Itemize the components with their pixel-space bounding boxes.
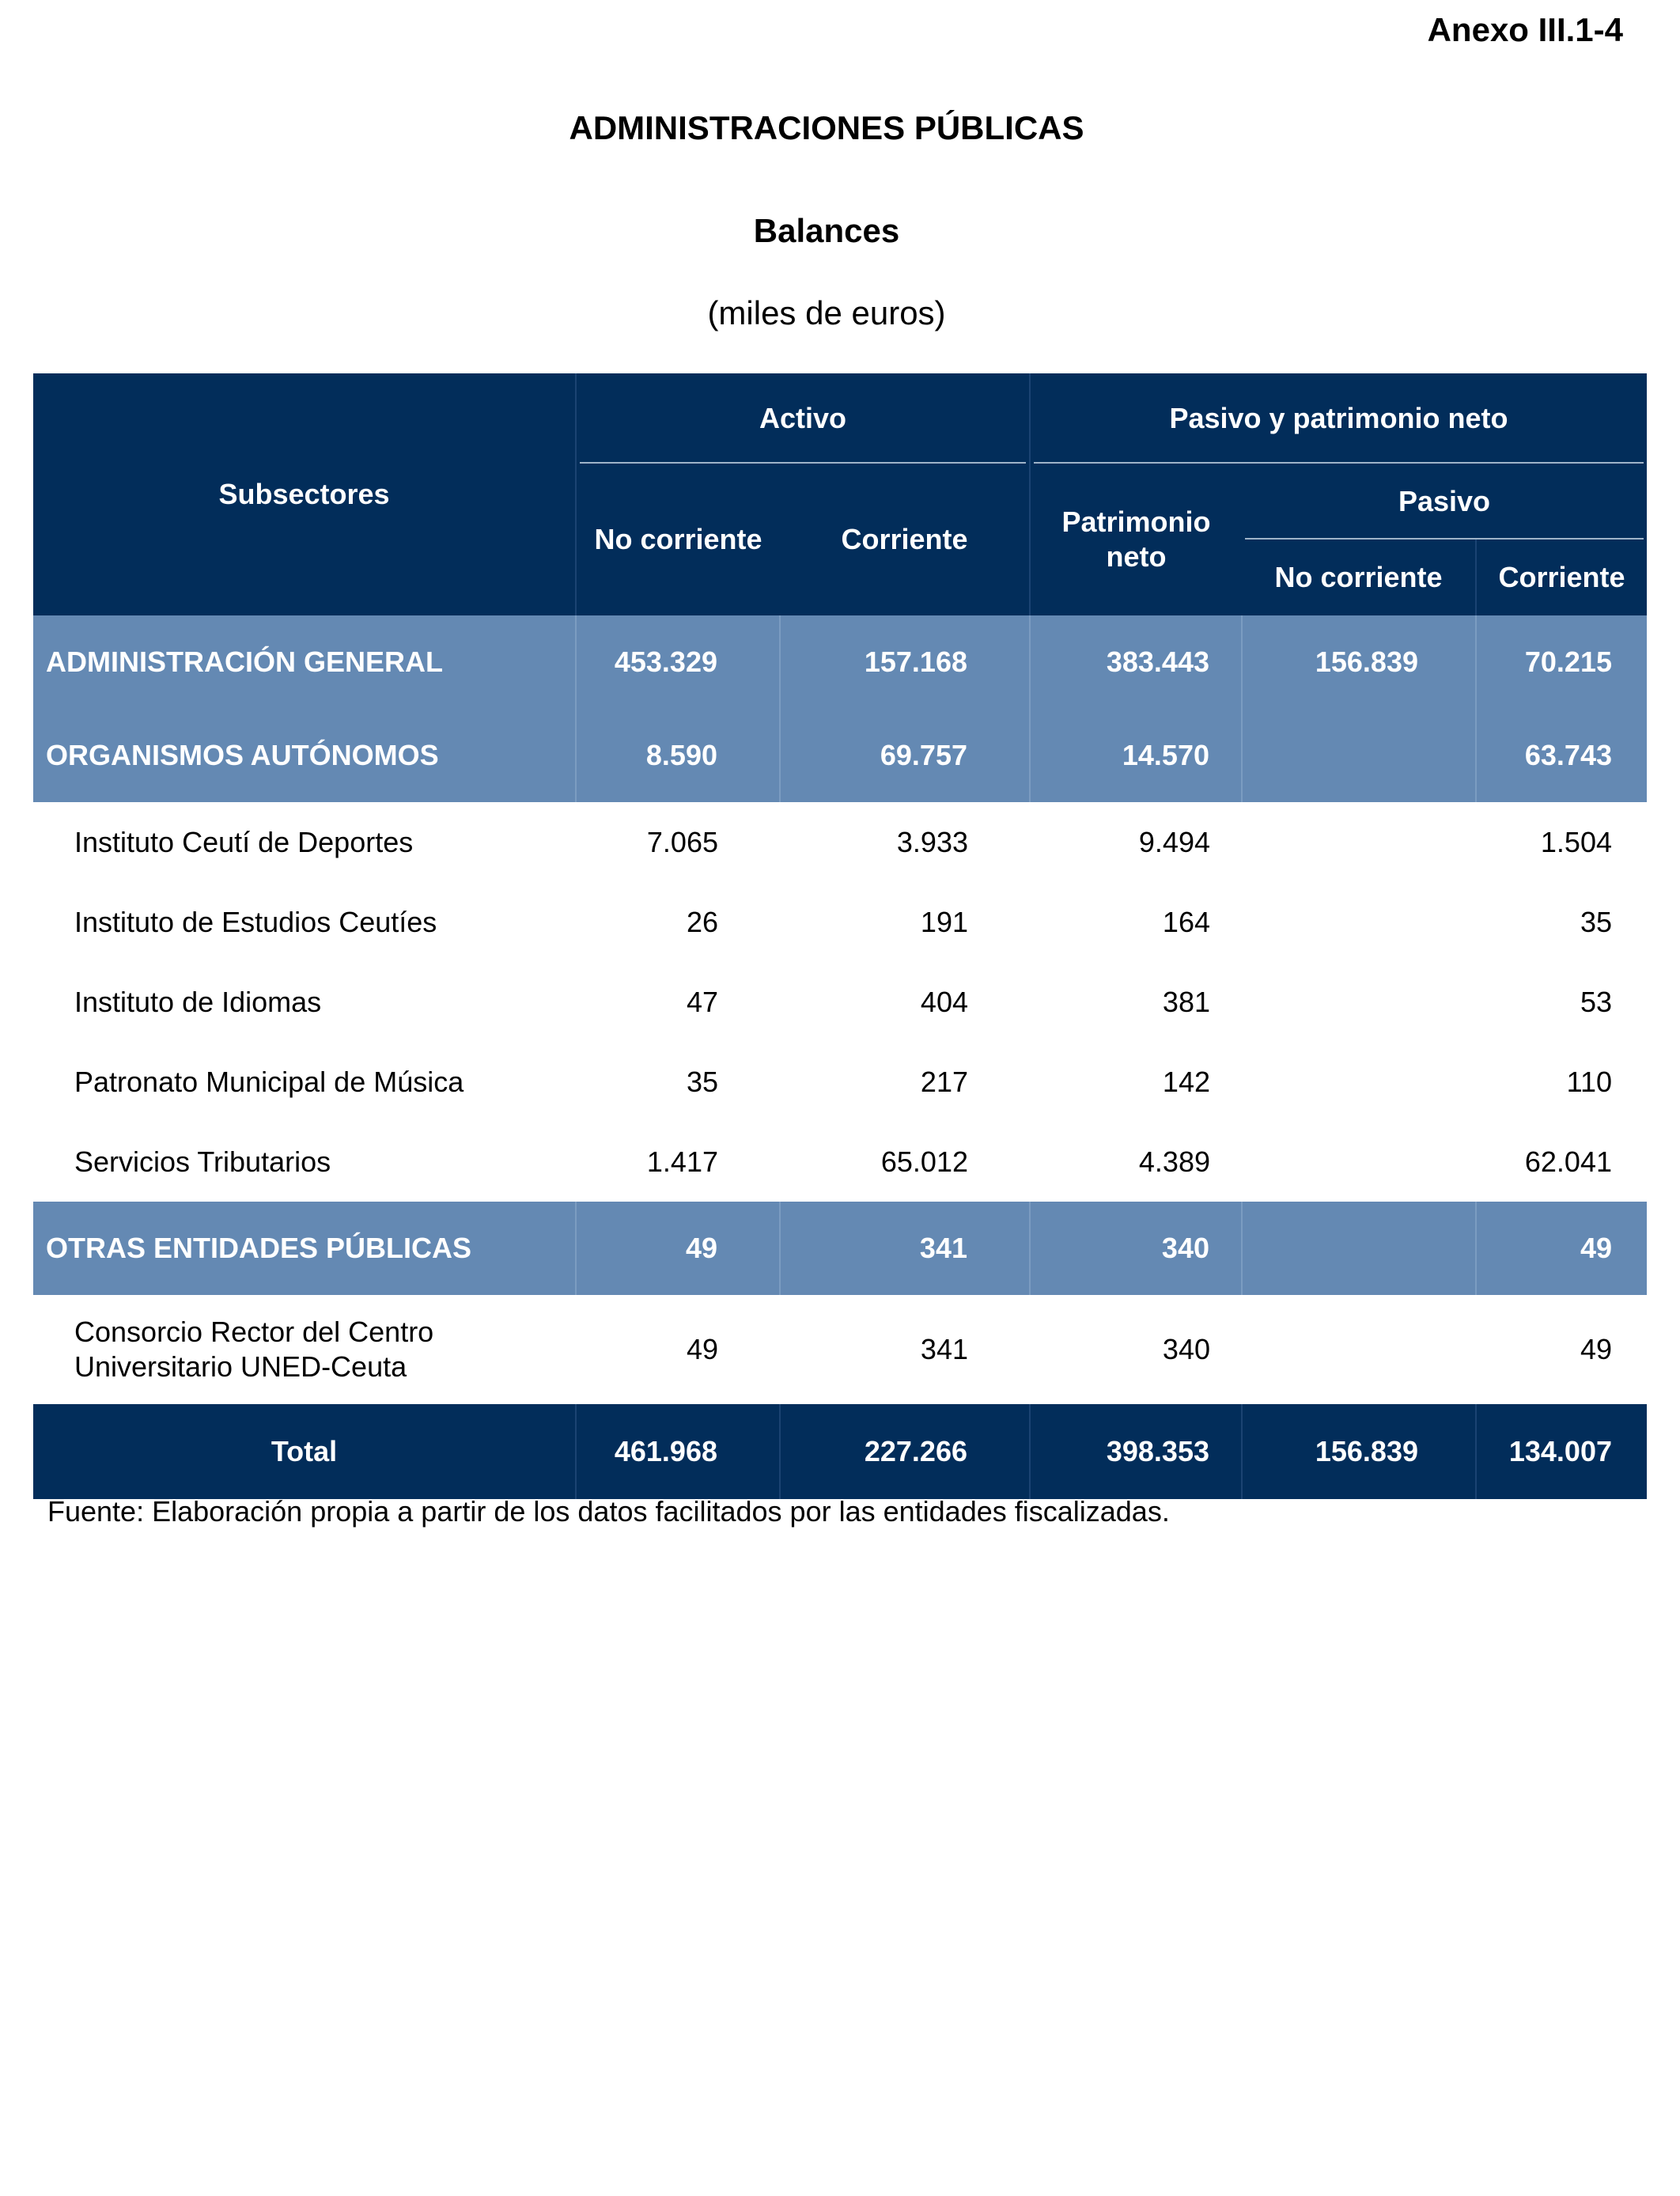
- page-subtitle: Balances: [753, 212, 900, 249]
- cell-activo-nc: 26: [686, 905, 718, 938]
- cell-pasivo-nc: [1242, 802, 1476, 882]
- cell-activo-c: 217: [920, 1065, 968, 1098]
- header-patrimonio-neto: Patrimonio neto: [1030, 464, 1242, 615]
- cell-pasivo-c: 62.041: [1524, 1145, 1612, 1178]
- row-name: Servicios Tributarios: [74, 1145, 331, 1178]
- table-row: [33, 1202, 1647, 1295]
- row-name: Instituto de Estudios Ceutíes: [74, 905, 437, 938]
- annex-label: Anexo III.1-4: [1427, 11, 1623, 48]
- table-row: [33, 802, 1647, 882]
- cell-pasivo-nc: [1242, 1042, 1476, 1122]
- cell-pasivo-c: 110: [1566, 1065, 1612, 1098]
- cell-activo-nc: 35: [686, 1065, 718, 1098]
- cell-pasivo-nc: [1242, 882, 1476, 962]
- header-pasivo-patrimonio: Pasivo y patrimonio neto: [1030, 373, 1647, 464]
- cell-activo-c: 69.757: [780, 709, 1030, 802]
- total-activo-nc: 461.968: [576, 1404, 780, 1499]
- header-pasivo: Pasivo: [1242, 464, 1647, 540]
- row-name-line-1: Consorcio Rector del Centro: [74, 1316, 434, 1348]
- cell-pasivo-c: 1.504: [1540, 825, 1612, 858]
- total-pasivo-c: 134.007: [1476, 1404, 1647, 1499]
- cell-pasivo-nc: [1242, 1122, 1476, 1202]
- cell-activo-nc: 49: [686, 1333, 718, 1365]
- cell-activo-nc: 47: [686, 985, 718, 1018]
- cell-pasivo-nc: [1242, 709, 1476, 802]
- cell-activo-c: 404: [920, 985, 968, 1018]
- cell-pasivo-nc: 156.839: [1242, 615, 1476, 709]
- cell-pasivo-c: 53: [1580, 985, 1612, 1018]
- cell-activo-nc: 8.590: [576, 709, 780, 802]
- cell-pasivo-c: 63.743: [1476, 709, 1647, 802]
- table-row: [33, 1042, 1647, 1122]
- cell-activo-nc: 7.065: [646, 825, 718, 858]
- row-name: Patronato Municipal de Música: [74, 1065, 464, 1098]
- cell-patrimonio: 4.389: [1138, 1145, 1210, 1178]
- cell-pasivo-c: 70.215: [1476, 615, 1647, 709]
- header-subsectores: Subsectores: [33, 373, 576, 615]
- table-header: [33, 373, 1647, 615]
- header-pasivo-no-corriente: No corriente: [1242, 540, 1476, 615]
- source-note: Fuente: Elaboración propia a partir de los datos facilitados por las entidades fiscalizadas.: [47, 1495, 1170, 1528]
- cell-activo-c: 341: [780, 1202, 1030, 1295]
- cell-patrimonio: 14.570: [1030, 709, 1242, 802]
- table-row: [33, 1122, 1647, 1202]
- header-activo-corriente: Corriente: [780, 464, 1030, 615]
- total-row: [33, 1404, 1647, 1499]
- row-name: OTRAS ENTIDADES PÚBLICAS: [33, 1202, 576, 1295]
- cell-activo-nc: 1.417: [646, 1145, 718, 1178]
- cell-patrimonio: 164: [1162, 905, 1210, 938]
- cell-pasivo-c: 49: [1476, 1202, 1647, 1295]
- cell-patrimonio: 381: [1162, 985, 1210, 1018]
- cell-patrimonio: 383.443: [1030, 615, 1242, 709]
- table-row: [33, 882, 1647, 962]
- cell-patrimonio: 142: [1162, 1065, 1210, 1098]
- cell-activo-c: 341: [920, 1333, 968, 1365]
- header-activo: Activo: [576, 373, 1030, 464]
- cell-activo-nc: 49: [576, 1202, 780, 1295]
- balance-table: [33, 373, 1647, 1499]
- cell-activo-c: 3.933: [896, 825, 968, 858]
- row-name: [33, 1295, 576, 1404]
- row-name: Instituto Ceutí de Deportes: [74, 825, 414, 858]
- total-pasivo-nc: 156.839: [1242, 1404, 1476, 1499]
- header-activo-no-corriente: No corriente: [576, 464, 780, 615]
- table-row: [33, 962, 1647, 1042]
- total-activo-c: 227.266: [780, 1404, 1030, 1499]
- row-name: ORGANISMOS AUTÓNOMOS: [33, 709, 576, 802]
- units-label: (miles de euros): [707, 294, 946, 331]
- cell-patrimonio: 340: [1030, 1202, 1242, 1295]
- row-name: ADMINISTRACIÓN GENERAL: [33, 615, 576, 709]
- cell-activo-c: 65.012: [880, 1145, 968, 1178]
- cell-pasivo-nc: [1242, 962, 1476, 1042]
- cell-pasivo-nc: [1242, 1295, 1476, 1404]
- table-row: [33, 615, 1647, 709]
- cell-pasivo-nc: [1242, 1202, 1476, 1295]
- table-row: [33, 709, 1647, 802]
- header-pasivo-corriente: Corriente: [1476, 540, 1647, 615]
- total-label: Total: [33, 1404, 576, 1499]
- page-title: ADMINISTRACIONES PÚBLICAS: [569, 109, 1084, 146]
- row-name-line-2: Universitario UNED-Ceuta: [74, 1350, 407, 1383]
- cell-activo-c: 191: [920, 905, 968, 938]
- cell-pasivo-c: 35: [1580, 905, 1612, 938]
- cell-activo-nc: 453.329: [576, 615, 780, 709]
- cell-patrimonio: 340: [1162, 1333, 1210, 1365]
- table-row: [33, 1295, 1647, 1404]
- row-name: Instituto de Idiomas: [74, 985, 322, 1018]
- cell-pasivo-c: 49: [1580, 1333, 1612, 1365]
- total-patrimonio: 398.353: [1030, 1404, 1242, 1499]
- cell-patrimonio: 9.494: [1138, 825, 1210, 858]
- cell-activo-c: 157.168: [780, 615, 1030, 709]
